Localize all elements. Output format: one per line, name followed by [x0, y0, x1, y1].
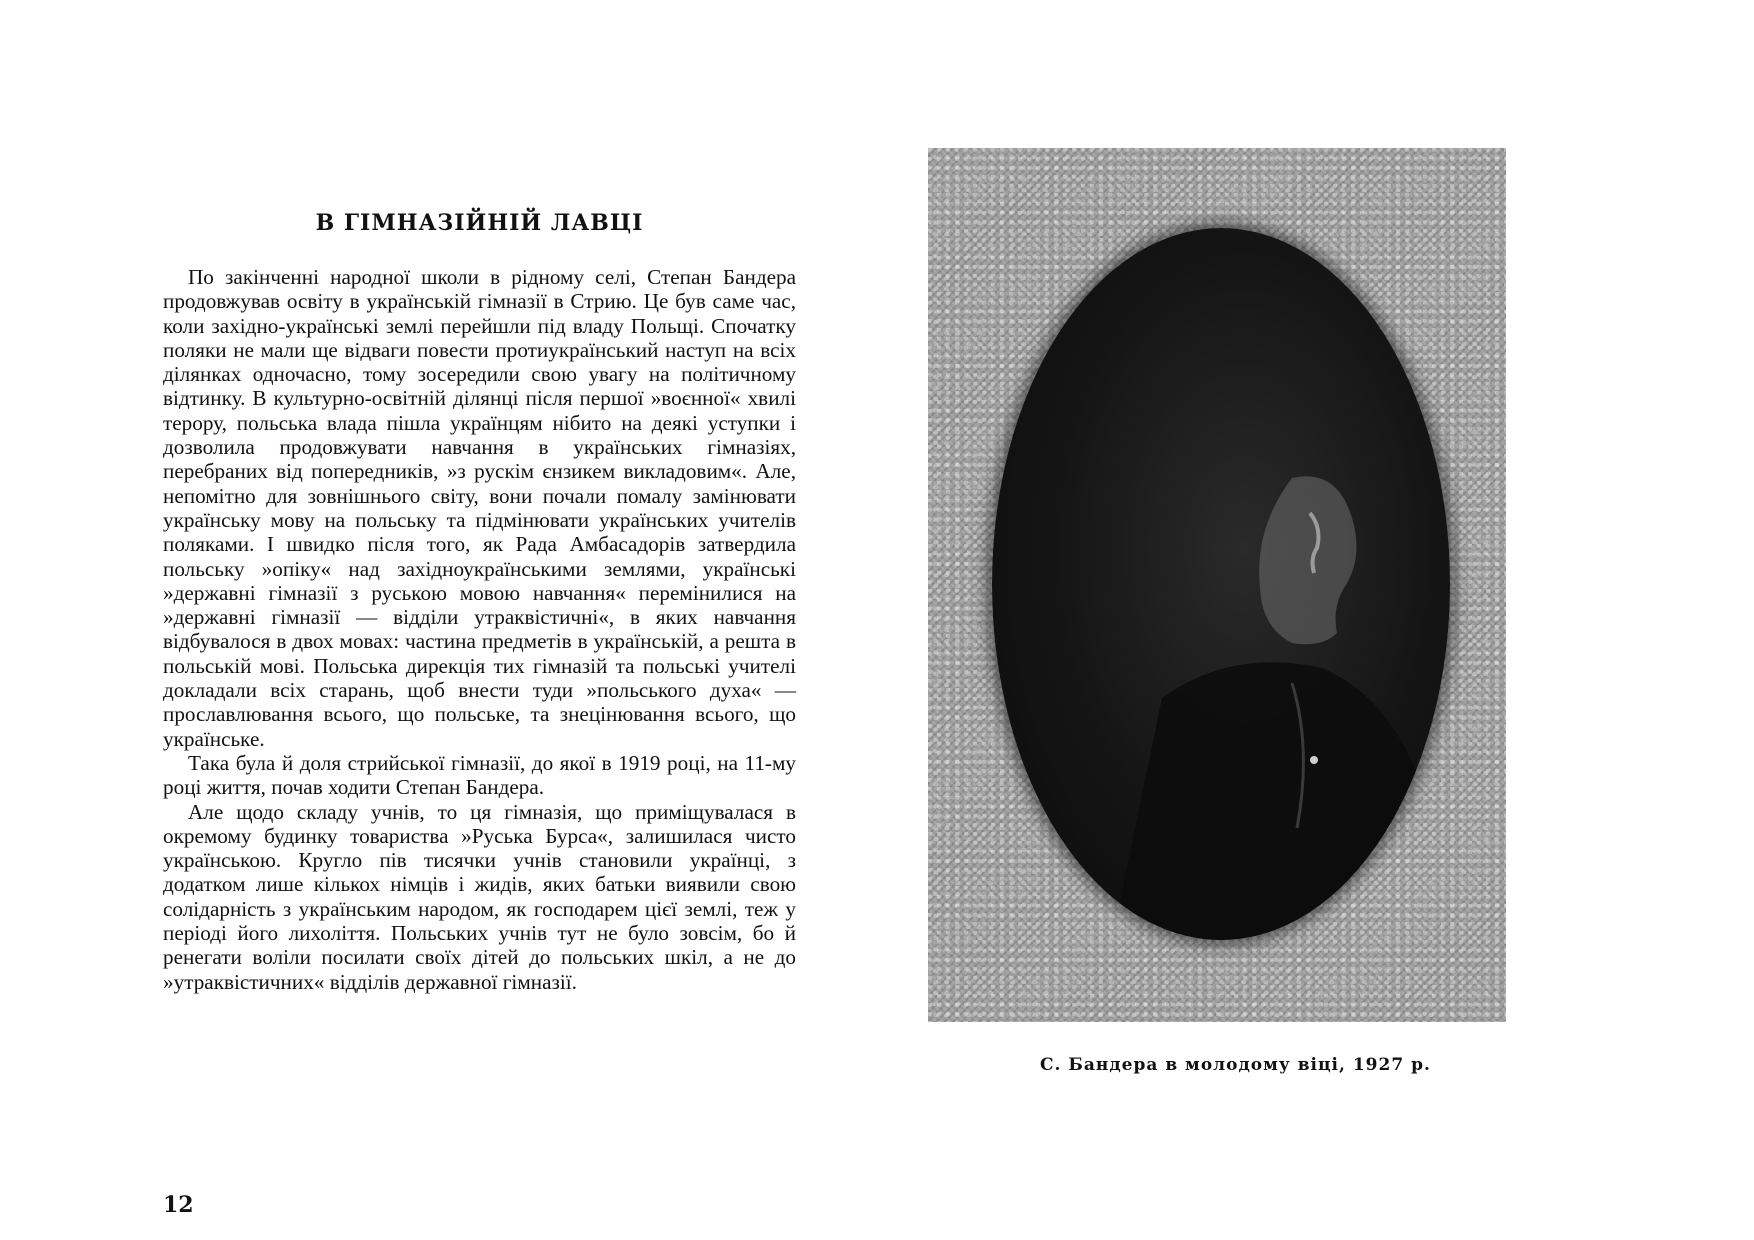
shoulder [1112, 662, 1422, 940]
paragraph: По закінченні народної школи в рідному селі, Степан Бандера продовжував освіту в українській гімназії в Стрию. Це був саме час, коли західно-українські землі перейшли під владу Польщі. Спочатку поляки не мали ще відваги повести протиукраїнський наступ на всіх ділянках одночасно, тому зосередили свою увагу на політичному відтинку. В культурно-освітній ділянці після першої »воєнної« хвилі терору, польська влада пішла українцям нібито на деякі уступки і дозволила продовжувати навчання в українських гімназіях, перебраних від попередників, »з рускім єнзикем викладовим«. Але, непомітно для зовнішнього світу, вони почали помалу замінювати українську мову на польську та підмінювати українських учителів поляками. І швидко після того, як Рада Амбасадорів затвердила польську »опіку« над західноукраїнськими землями, українські »державні гімназії з руською мовою навчання« перемінилися на »державні гімназії — відділи утраквістичні«, в яких навчання відбувалося в двох мовах: частина предметів в українській, а решта в польській мові. Польська дирекція тих гімназій та польські учителі докладали всіх старань, щоб внести туди »польського духа« — прославлювання всього, що польське, та знецінювання всього, що українське. [163, 265, 796, 751]
face-highlight [1259, 476, 1356, 644]
page-number: 12 [163, 1192, 194, 1218]
portrait-figure [992, 228, 1450, 940]
portrait-photo [928, 148, 1506, 1022]
paragraph: Така була й доля стрийської гімназії, до якої в 1919 році, на 11-му році життя, почав ходити Степан Бандера. [163, 750, 796, 800]
lapel-pin [1310, 756, 1318, 764]
photo-caption: С. Бандера в молодому віці, 1927 р. [1040, 1055, 1431, 1075]
paragraph: Але щодо складу учнів, то ця гімназія, що приміщувалася в окремому будинку товариства »Руська Бурса«, залишилася чисто українською. Кругло пів тисячки учнів становили українці, з додатком лише кількох німців і жидів, яких батьки виявили свою солідарність з українським народом, як господарем цієї землі, теж у періоді його лихоліття. Польських учнів тут не було зовсім, бо й ренегати воліли посилати своїх дітей до польських шкіл, а не до »утраквістичних« відділів державної гімназії. [163, 799, 796, 994]
left-page [163, 0, 796, 1240]
portrait-oval [992, 228, 1450, 940]
chapter-body [163, 265, 796, 994]
chapter-title: В ГІМНАЗІЙНІЙ ЛАВЦІ [315, 210, 644, 236]
